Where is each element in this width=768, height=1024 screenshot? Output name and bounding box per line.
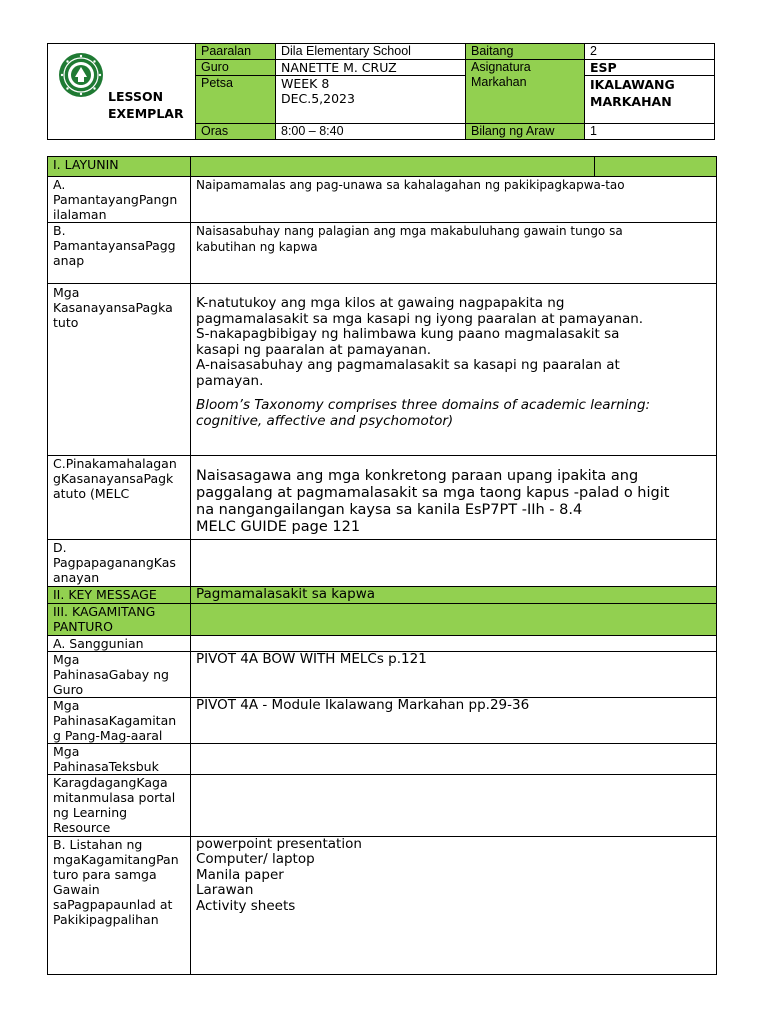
list-item: Manila paper [196,866,284,883]
listahan-label: B. Listahan ng mgaKagamitangPan turo para samga Gawain saPagpapaunlad at Pakikipagpalihan [48,836,191,974]
school-seal-icon [58,52,104,98]
header-table [47,43,715,140]
sanggunian-blank [191,635,717,651]
kagamitan-label: III. KAGAMITANG PANTURO [48,603,191,635]
pagganap-label: B. PamantayansaPagg anap [48,223,191,284]
guro-value: NANETTE M. CRUZ [276,60,466,76]
list-item: powerpoint presentation [196,835,362,852]
gabay-label: Mga PahinasaGabay ng Guro [48,651,191,697]
pagganap-value: Naisasabuhay nang palagian ang mga makabuluhang gawain tungo sa kabutihan ng kapwa [191,223,717,284]
kagamitan-mag-value: PIVOT 4A - Module Ikalawang Markahan pp.29-36 [191,697,717,743]
baitang-value: 2 [585,44,715,60]
sanggunian-label: A. Sanggunian [48,635,191,651]
paaralan-label: Paaralan [196,44,276,60]
kagamitan-mag-label: Mga PahinasaKagamitan g Pang-Mag-aaral [48,697,191,743]
lesson-exemplar-title: LESSON EXEMPLAR [108,89,184,121]
lesson-plan-table [47,156,717,975]
pangnilalaman-label: A. PamantayangPangn ilalaman [48,177,191,223]
oras-value: 8:00 – 8:40 [276,124,466,140]
bilang-label: Bilang ng Araw [466,124,585,140]
list-item: Activity sheets [196,897,296,914]
karagdagan-label: KaragdagangKaga mitanmulasa portal ng Learning Resource [48,774,191,836]
teksbuk-value [191,743,717,774]
guro-label: Guro [196,60,276,76]
layunin-header-blank-2 [595,157,717,177]
petsa-label: Petsa [196,76,276,124]
layunin-header-blank [191,157,595,177]
melc-value: Naisasagawa ang mga konkretong paraan upang ipakita ang paggalang at pagmamalasakit sa mga taong kapus -palad o higit na nangangailangan kaysa sa kanila EsP7PT -IIh - 8.4 MELC GUIDE page 121 [191,456,717,540]
oras-label: Oras [196,124,276,140]
bloom-note: Bloom’s Taxonomy comprises three domains of academic learning: cognitive, affective and psychomotor) [196,397,651,429]
asignatura-value: ESP [585,60,715,76]
layunin-header: I. LAYUNIN [48,157,191,177]
markahan-value: IKALAWANG MARKAHAN [585,76,715,124]
kagamitan-blank [191,603,717,635]
teksbuk-label: Mga PahinasaTeksbuk [48,743,191,774]
pangnilalaman-value: Naipamamalas ang pag-unawa sa kahalagahan ng pakikipagkapwa-tao [191,177,717,223]
key-message-label: II. KEY MESSAGE [48,587,191,604]
logo-cell [48,44,196,140]
baitang-label: Baitang [466,44,585,60]
pagpapaganang-label: D. PagpapaganangKas anayan [48,540,191,587]
pagpapaganang-value [191,540,717,587]
kasanayan-label: Mga KasanayansaPagka tuto [48,284,191,456]
asignatura-markahan-label: Asignatura Markahan [466,60,585,124]
karagdagan-value [191,774,717,836]
list-item: Larawan [196,882,254,898]
melc-label: C.Pinakamahalagan gKasanayansaPagk atuto (MELC [48,456,191,540]
gabay-value: PIVOT 4A BOW WITH MELCs p.121 [191,651,717,697]
paaralan-value: Dila Elementary School [276,44,466,60]
petsa-value: WEEK 8 DEC.5,2023 [276,76,466,124]
bilang-value: 1 [585,124,715,140]
listahan-value [191,836,717,974]
kasanayan-value: K-natutukoy ang mga kilos at gawaing nagpapakita ng pagmamalasakit sa mga kasapi ng iyong paaralan at pamayanan. S-nakapagbibigay ng halimbawa kung paano magmalasakit sa kasapi ng paaralan at pamayanan. A-naisasabuhay ang pagmamalasakit sa kasapi ng paaralan at pamayan. Bloom’s Taxonomy comprises three domains of academic learning: cognitive, affective and psychomotor) [191,284,717,456]
list-item: Computer/ laptop [196,851,315,867]
key-message-value: Pagmamalasakit sa kapwa [191,587,717,604]
